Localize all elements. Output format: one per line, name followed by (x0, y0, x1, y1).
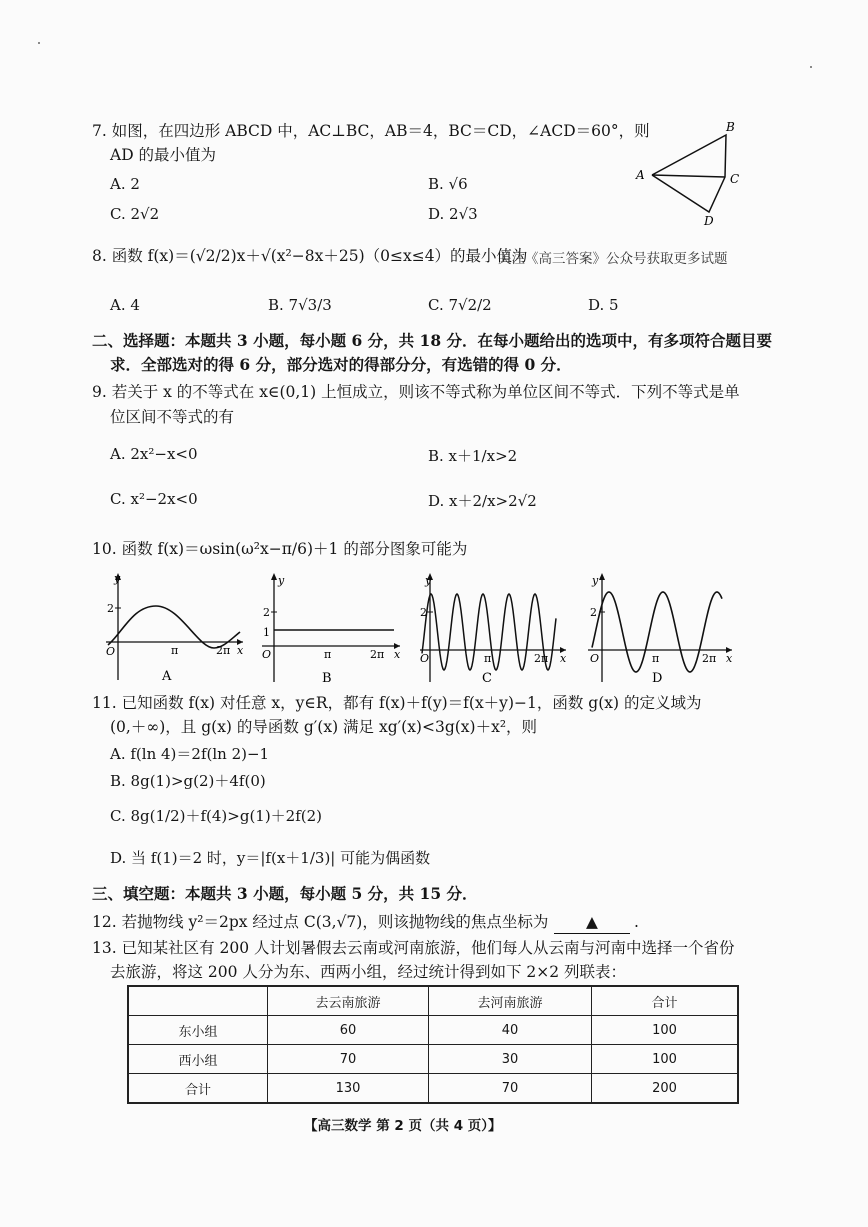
q13-stem-line1: 13. 已知某社区有 200 人计划暑假去云南或河南旅游，他们每人从云南与河南中选择一个省份 (92, 939, 735, 957)
graph-y-label: y (114, 572, 121, 585)
section2-header-line1: 二、选择题：本题共 3 小题，每小题 6 分，共 18 分．在每小题给出的选项中，有多项符合题目要 (92, 331, 773, 350)
q8-option-c: C. 7√2/2 (428, 296, 492, 314)
graph-x-label: x (394, 648, 401, 661)
q9-option-a: A. 2x²−x<0 (110, 445, 198, 463)
table-row (128, 1045, 738, 1074)
graph-tick-y1: 1 (263, 626, 270, 639)
graph-tick-pi: π (484, 652, 492, 665)
q9-option-b: B. x＋1/x>2 (428, 447, 518, 465)
q7-stem-line2: AD 的最小值为 (110, 146, 217, 164)
table-cell: 200 (592, 1074, 739, 1104)
q10-graph-b (258, 570, 408, 688)
table-cell: 60 (268, 1016, 429, 1045)
q7-option-a: A. 2 (110, 175, 140, 193)
graph-letter: D (652, 671, 663, 686)
q10-graph-c (416, 570, 574, 688)
graph-y-label: y (425, 574, 432, 587)
table-header-cell: 去河南旅游 (429, 986, 592, 1016)
q11-option-b: B. 8g(1)>g(2)＋4f(0) (110, 772, 266, 790)
q11-stem-line1: 11. 已知函数 f(x) 对任意 x，y∈R，都有 f(x)＋f(y)＝f(x＋y)−1，函数 g(x) 的定义域为 (92, 694, 702, 712)
table-cell: 70 (429, 1074, 592, 1104)
q13-stem-line2: 去旅游，将这 200 人分为东、西两小组，经过统计得到如下 2×2 列联表： (110, 963, 627, 981)
graph-tick-y: 2 (107, 602, 114, 615)
table-cell: 40 (429, 1016, 592, 1045)
table-header-row (128, 986, 738, 1016)
q13-contingency-table (127, 985, 739, 1104)
q7-stem-line1: 7. 如图，在四边形 ABCD 中，AC⊥BC，AB＝4，BC＝CD，∠ACD＝60°，则 (92, 122, 650, 140)
table-row (128, 1016, 738, 1045)
graph-x-label: x (237, 644, 244, 657)
q11-option-a: A. f(ln 4)＝2f(ln 2)−1 (110, 745, 270, 763)
graph-tick-pi: π (171, 644, 179, 657)
graph-tick-y: 2 (420, 606, 427, 619)
q9-option-d: D. x＋2/x>2√2 (428, 492, 537, 510)
graph-tick-2pi: 2π (216, 644, 231, 657)
graph-tick-pi: π (324, 648, 332, 661)
q11-option-c: C. 8g(1/2)＋f(4)>g(1)＋2f(2) (110, 807, 323, 825)
q12-answer-blank (554, 911, 630, 934)
graph-letter: A (162, 669, 172, 684)
scan-speck (810, 66, 812, 68)
graph-tick-y: 2 (263, 606, 270, 619)
q9-option-c: C. x²−2x<0 (110, 490, 198, 508)
graph-origin: O (262, 648, 272, 661)
q7-option-d: D. 2√3 (428, 205, 478, 223)
table-cell: 30 (429, 1045, 592, 1074)
q9-stem-line1: 9. 若关于 x 的不等式在 x∈(0,1) 上恒成立，则该不等式称为单位区间不等式．下列不等式是单 (92, 383, 740, 401)
graph-letter: B (322, 671, 332, 686)
table-cell: 100 (592, 1016, 739, 1045)
table-header-cell: 去云南旅游 (268, 986, 429, 1016)
graph-origin: O (106, 645, 116, 658)
q10-graph-a (98, 570, 248, 688)
q11-option-d: D. 当 f(1)＝2 时，y＝|f(x＋1/3)| 可能为偶函数 (110, 849, 431, 867)
q8-stem: 8. 函数 f(x)＝(√2/2)x＋√(x²−8x＋25)（0≤x≤4）的最小值为 (92, 247, 528, 265)
q10-graph-d (582, 570, 740, 688)
q8-option-b: B. 7√3/3 (268, 296, 332, 314)
page-footer: 【高三数学 第 2 页（共 4 页）】 (304, 1118, 502, 1134)
graph-x-label: x (560, 652, 567, 665)
table-row (128, 1074, 738, 1104)
q8-side-note: 关注《高三答案》公众号获取更多试题 (498, 251, 728, 267)
q12-end: . (634, 913, 639, 931)
figure-label-b: B (726, 120, 735, 134)
graph-y-label: y (592, 574, 599, 587)
graph-origin: O (420, 652, 430, 665)
table-header-cell (128, 986, 268, 1016)
q12-stem: 12. 若抛物线 y²＝2px 经过点 C(3,√7)，则该抛物线的焦点坐标为 (92, 913, 549, 931)
q7-option-b: B. √6 (428, 175, 468, 193)
table-header-cell: 合计 (592, 986, 739, 1016)
section3-header: 三、填空题：本题共 3 小题，每小题 5 分，共 15 分． (92, 884, 478, 903)
table-cell: 东小组 (128, 1016, 268, 1045)
q9-stem-line2: 位区间不等式的有 (110, 408, 235, 426)
table-cell: 100 (592, 1045, 739, 1074)
q7-quadrilateral-figure (630, 115, 750, 230)
figure-label-d: D (704, 214, 714, 228)
graph-letter: C (482, 671, 492, 686)
figure-label-c: C (730, 172, 740, 186)
graph-tick-2pi: 2π (370, 648, 385, 661)
graph-origin: O (590, 652, 600, 665)
graph-x-label: x (726, 652, 733, 665)
graph-tick-y: 2 (590, 606, 597, 619)
graph-y-label: y (278, 574, 285, 587)
q8-option-a: A. 4 (110, 296, 140, 314)
graph-tick-pi: π (652, 652, 660, 665)
q8-option-d: D. 5 (588, 296, 619, 314)
table-cell: 130 (268, 1074, 429, 1104)
scan-speck (38, 42, 40, 44)
table-cell: 合计 (128, 1074, 268, 1104)
table-cell: 西小组 (128, 1045, 268, 1074)
q11-stem-line2: (0,＋∞)，且 g(x) 的导函数 g′(x) 满足 xg′(x)<3g(x)＋x²，则 (110, 718, 538, 736)
table-cell: 70 (268, 1045, 429, 1074)
blank-triangle-icon: ▲ (586, 913, 598, 931)
section2-header-line2: 求．全部选对的得 6 分，部分选对的得部分分，有选错的得 0 分． (110, 355, 572, 374)
graph-tick-2pi: 2π (534, 652, 549, 665)
graph-tick-2pi: 2π (702, 652, 717, 665)
q7-option-c: C. 2√2 (110, 205, 160, 223)
figure-label-a: A (636, 168, 645, 182)
q10-stem: 10. 函数 f(x)＝ωsin(ω²x−π/6)＋1 的部分图象可能为 (92, 540, 468, 558)
